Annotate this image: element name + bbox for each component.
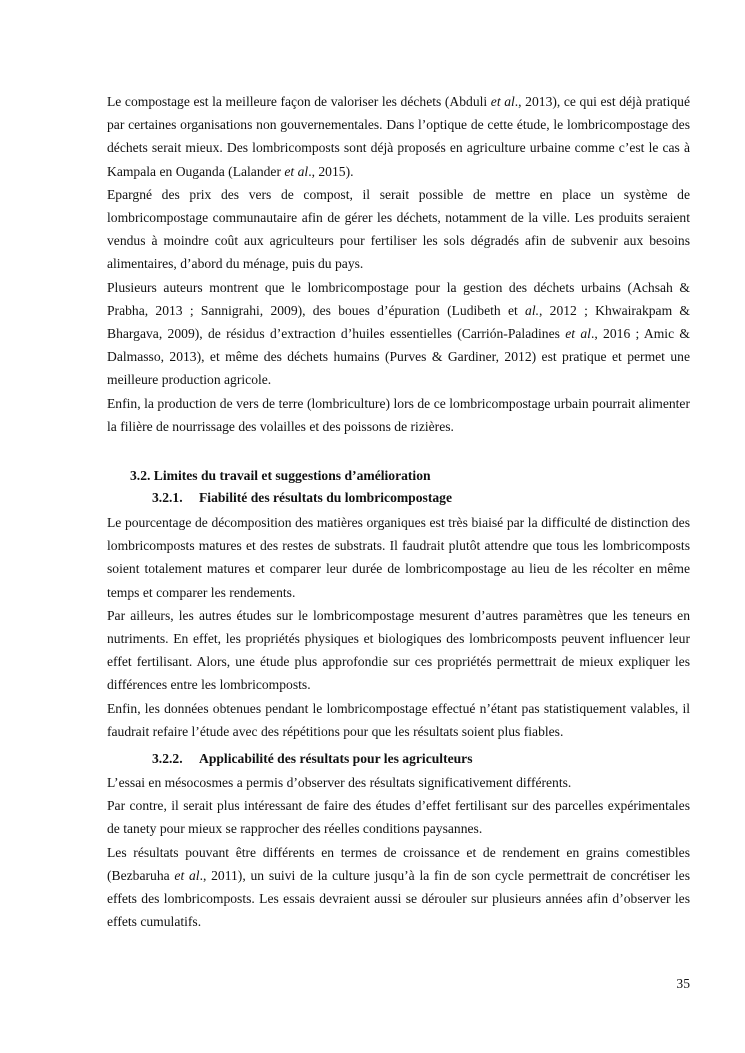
section-3-2-2-body [107,771,690,933]
heading-number: 3.2.1. [152,490,183,505]
heading-3-2-1 [152,488,452,508]
paragraph-auteurs: Plusieurs auteurs montrent que le lombricompostage pour la gestion des déchets urbains (Achsah & Prabha, 2013 ; Sannigrahi, 2009), des boues d’épuration (Ludibeth et al., 2012 ; Khwairakpam & Bhargava, 2009), de résidus d’extraction d’huiles essentielles (Carrión-Paladines et al., 2016 ; Amic & Dalmasso, 2013), et même des déchets humains (Purves & Gardiner, 2012) est pratique et permet une meilleure production agricole. [107,279,690,388]
paragraph-parametres: Par ailleurs, les autres études sur le lombricompostage mesurent d’autres paramètres que les teneurs en nutriments. En effet, les propriétés physiques et biologiques des lombricomposts peuvent influencer leur effet fertilisant. Alors, une étude plus approfondie sur ces propriétés permettrait de mieux expliquer les différences entre les lombricomposts. [107,607,690,693]
heading-title: Fiabilité des résultats du lombricompostage [199,490,452,505]
heading-title: Applicabilité des résultats pour les agriculteurs [199,751,473,766]
paragraph-compostage: Le compostage est la meilleure façon de valoriser les déchets (Abduli et al., 2013), ce qui est déjà pratiqué par certaines organisations non gouvernementales. Dans l’optique de cette étude, le lombricompostage des déchets serait mieux. Des lombricomposts sont déjà proposés en agriculture urbaine comme c’est le cas à Kampala en Ouganda (Lalander et al., 2015). [107,94,690,179]
paragraph-croissance: Les résultats pouvant être différents en termes de croissance et de rendement en grains comestibles (Bezbaruha et al., 2011), un suivi de la culture jusqu’à la fin de son cycle permettrait de concrétiser les effets des lombricomposts. Les essais devraient aussi se dérouler sur plusieurs années afin d’observer les effets cumulatifs. [107,844,690,930]
section-compost-body [107,90,690,438]
paragraph-decomposition: Le pourcentage de décomposition des matières organiques est très biaisé par la difficulté de distinction des lombricomposts matures et des restes de substrats. Il faudrait plutôt attendre que tous les lombricomposts soient totalement matures et comparer leur durée de lombricompostage au lieu de les récolter en même temps et comparer les rendements. [107,515,690,600]
heading-3-2: 3.2. Limites du travail et suggestions d’amélioration [130,468,431,483]
paragraph-repetitions: Enfin, les données obtenues pendant le lombricompostage effectué n’étant pas statistiquement valables, il faudrait refaire l’étude avec des répétitions pour que les résultats soient plus fiables. [107,700,690,739]
heading-number: 3.2.2. [152,751,183,766]
paragraph-lombriculture: Enfin, la production de vers de terre (lombriculture) lors de ce lombricompostage urbain pourrait alimenter la filière de nourrissage des volailles et des poissons de rizières. [107,395,690,434]
paragraph-parcelles: Par contre, il serait plus intéressant de faire des études d’effet fertilisant sur des parcelles expérimentales de tanety pour mieux se rapprocher des réelles conditions paysannes. [107,798,690,837]
section-3-2-1-body [107,511,690,743]
heading-3-2-2 [152,749,473,769]
paragraph-communautaire: Epargné des prix des vers de compost, il serait possible de mettre en place un système de lombricompostage communautaire afin de gérer les déchets, notamment de la ville. Les produits seraient vendus à moindre coût aux agriculteurs pour fertiliser les sols dégradés afin de subvenir aux besoins alimentaires, d’abord du ménage, puis du pays. [107,186,690,272]
page-number: 35 [676,976,690,991]
paragraph-mesocosmes: L’essai en mésocosmes a permis d’observer des résultats significativement différents. [107,775,572,790]
